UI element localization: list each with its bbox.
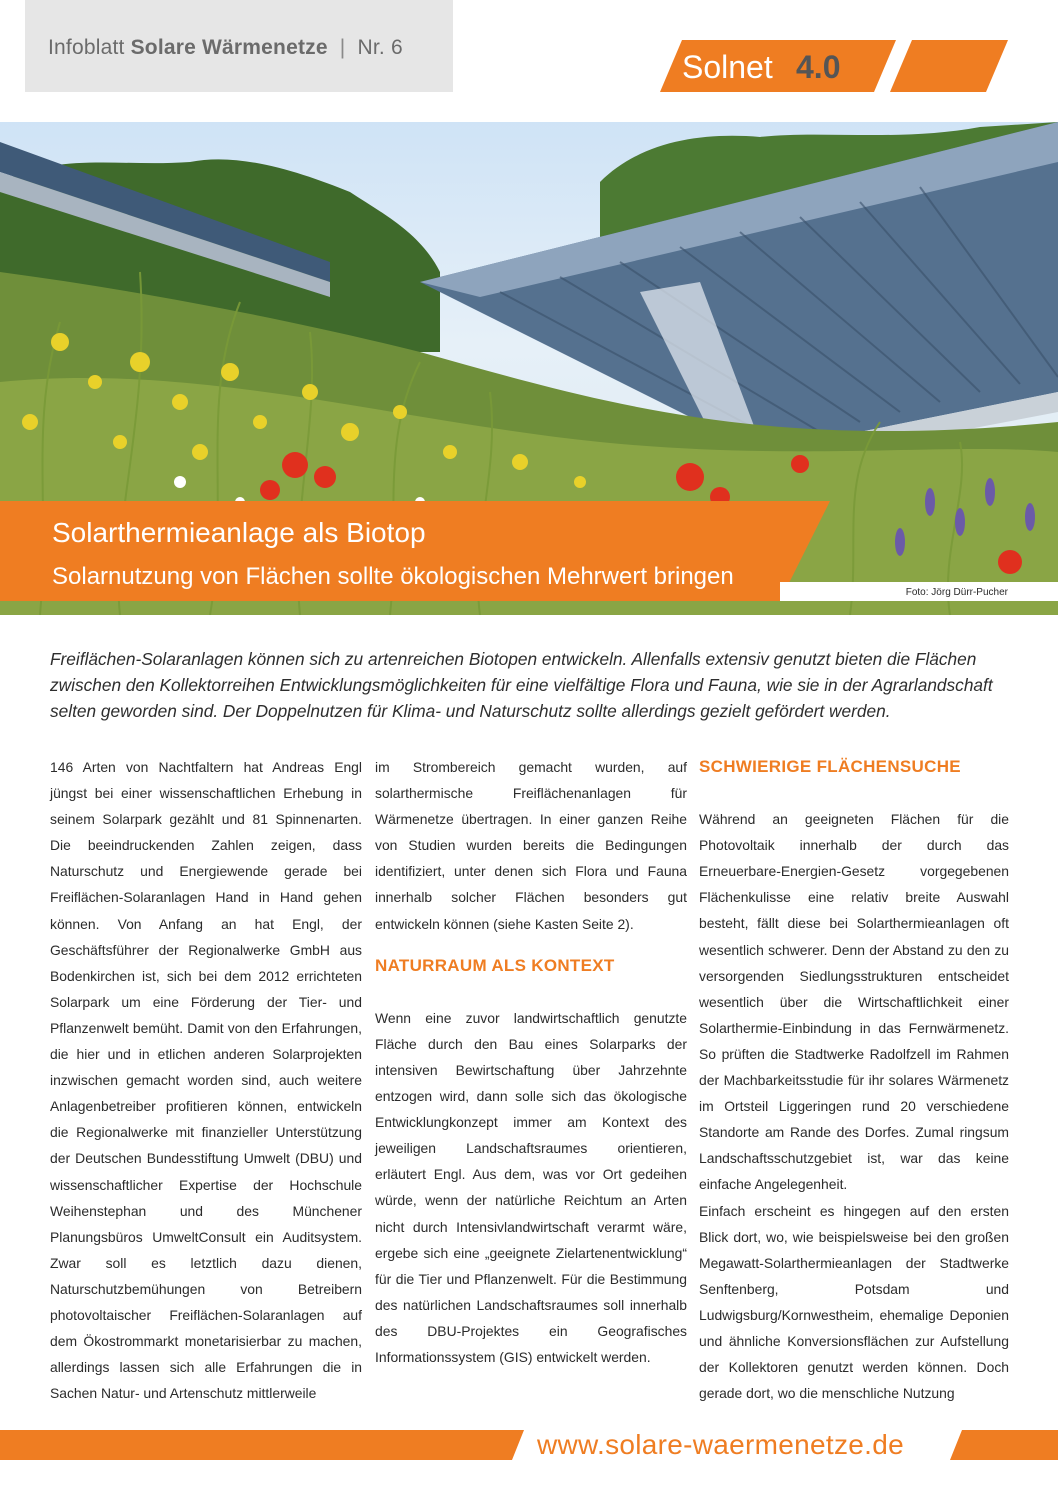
photo-credit: Foto: Jörg Dürr-Pucher [905,587,1008,598]
article-title: Solarthermieanlage als Biotop [52,517,426,548]
series-name: Solare Wärmenetze [130,36,328,59]
col3-paragraph-1: Während an geeigneten Flächen für die Photovoltaik innerhalb der durch das Erneuerbare-Energien-Gesetz vorgegebenen Flächenkulisse eine relativ breite Auswahl besteht, fällt diese bei Solarthermieanlagen oft wesentlich schwerer. Denn der Abstand zu den zu versorgenden Siedlungsstrukturen entscheidet wesentlich über die Wirtschaftlichkeit einer Solarthermie-Einbindung in das Fernwärmenetz. So prüften die Stadtwerke Radolfzell im Rahmen der Machbarkeitsstudie für ihr solares Wärmenetz im Ortsteil Liggeringen rund 20 verschiedene Standorte am Rande des Dorfes. Zumal ringsum Landschaftsschutzgebiet ist, war das keine einfache Angelegenheit. [699,811,1009,1193]
section-heading-flaechensuche: SCHWIERIGE FLÄCHENSUCHE [699,757,961,776]
column-3 [699,754,1009,1406]
series-prefix: Infoblatt [48,36,125,59]
article-subtitle: Solarnutzung von Flächen sollte ökologischen Mehrwert bringen [52,563,734,590]
issue-number: Nr. 6 [357,36,403,59]
solnet-logo [660,40,1012,92]
col1-paragraph: 146 Arten von Nachtfaltern hat Andreas Engl jüngst bei einer wissenschaftlichen Erhebung in seinem Solarpark gezählt und 81 Spinnenarten. Die beeindruckenden Zahlen zeigen, dass Naturschutz und Energiewende gerade bei Freiflächen-Solaranlagen Hand in Hand gehen können. Von Anfang an hat Engl, der Geschäftsführer der Regionalwerke GmbH aus Bodenkirchen ist, sich bei dem 2012 errichteten Solarpark um eine Förderung der Tier- und Pflanzenwelt bemüht. Damit von den Erfahrungen, die hier und in etlichen anderen Solarprojekten inzwischen gemacht worden sind, auch weitere Anlagenbetreiber profitieren können, entwickeln die Regionalwerke mit finanzieller Unterstützung der Deutschen Bundesstiftung Umwelt (DBU) und wissenschaftlicher Expertise der Hochschule Weihenstephan und des Münchener Planungsbüros UmweltConsult ein Auditsystem. Zwar soll es letztlich dazu dienen, Naturschutzbemühungen von Betreibern photovoltaischer Freiflächen-Solaranlagen auf dem Ökostrommarkt monetarisierbar zu machen, allerdings lassen sich alle Erfahrungen die in Sachen Natur- und Artenschutz mittlerweile [50,759,362,1402]
col2-paragraph-1: im Strombereich gemacht wurden, auf solarthermische Freiflächenanlagen für Wärmenetze übertragen. In einer ganzen Reihe von Studien wurden bereits die Bedingungen identifiziert, unter denen sich Flora und Fauna innerhalb solcher Flächen besonders gut entwickeln können (siehe Kasten Seite 2). [375,759,687,932]
col3-paragraph-2: Einfach erscheint es hingegen auf den ersten Blick dort, wo, wie beispielsweise bei den großen Megawatt-Solarthermieanlagen der Stadtwerke Senftenberg, Potsdam und Ludwigsburg/Kornwestheim, ehemalige Deponien und ähnliche Konversionsflächen zur Aufstellung der Kollektoren genutzt werden können. Doch gerade dort, wo die menschliche Nutzung [699,1202,1009,1402]
section-heading-naturraum: NATURRAUM ALS KONTEXT [375,955,615,975]
column-2 [375,754,687,1370]
logo-version: 4.0 [796,49,841,85]
lead-paragraph: Freiflächen-Solaranlagen können sich zu artenreichen Biotopen entwickeln. Allenfalls extensiv genutzt bieten die Flächen zwischen den Kollektorreihen Entwicklungsmöglichkeiten für eine vielfältige Flora und Fauna, wie sie in der Agrarlandschaft selten geworden sind. Der Doppelnutzen für Klima- und Naturschutz sollte allerdings gezielt gefördert werden. [50,649,993,721]
publication-title [48,36,403,60]
col2-paragraph-2: Wenn eine zuvor landwirtschaftlich genutzte Fläche durch den Bau eines Solarparks der intensiven Bewirtschaftung über Jahrzehnte entzogen wird, dann solle sich das ökologische Entwicklungkonzept immer am Kontext des jeweiligen Landschaftsraumes orientieren, erläutert Engl. Aus dem, was vor Ort gedeihen würde, wenn der natürliche Reichtum an Arten nicht durch Intensivlandwirtschaft verarmt wäre, ergebe sich eine „geeignete Zielartenentwicklung“ für die Tier und Pflanzenwelt. Für die Bestimmung des natürlichen Landschaftsraumes soll innerhalb des DBU-Projektes ein Geografisches Informationssystem (GIS) entwickelt werden. [375,1009,687,1365]
logo-word: Solnet [682,49,773,85]
footer-website-link[interactable]: www.solare-waermenetze.de [537,1429,904,1460]
column-1 [50,754,362,1406]
title-separator: | [339,36,346,59]
